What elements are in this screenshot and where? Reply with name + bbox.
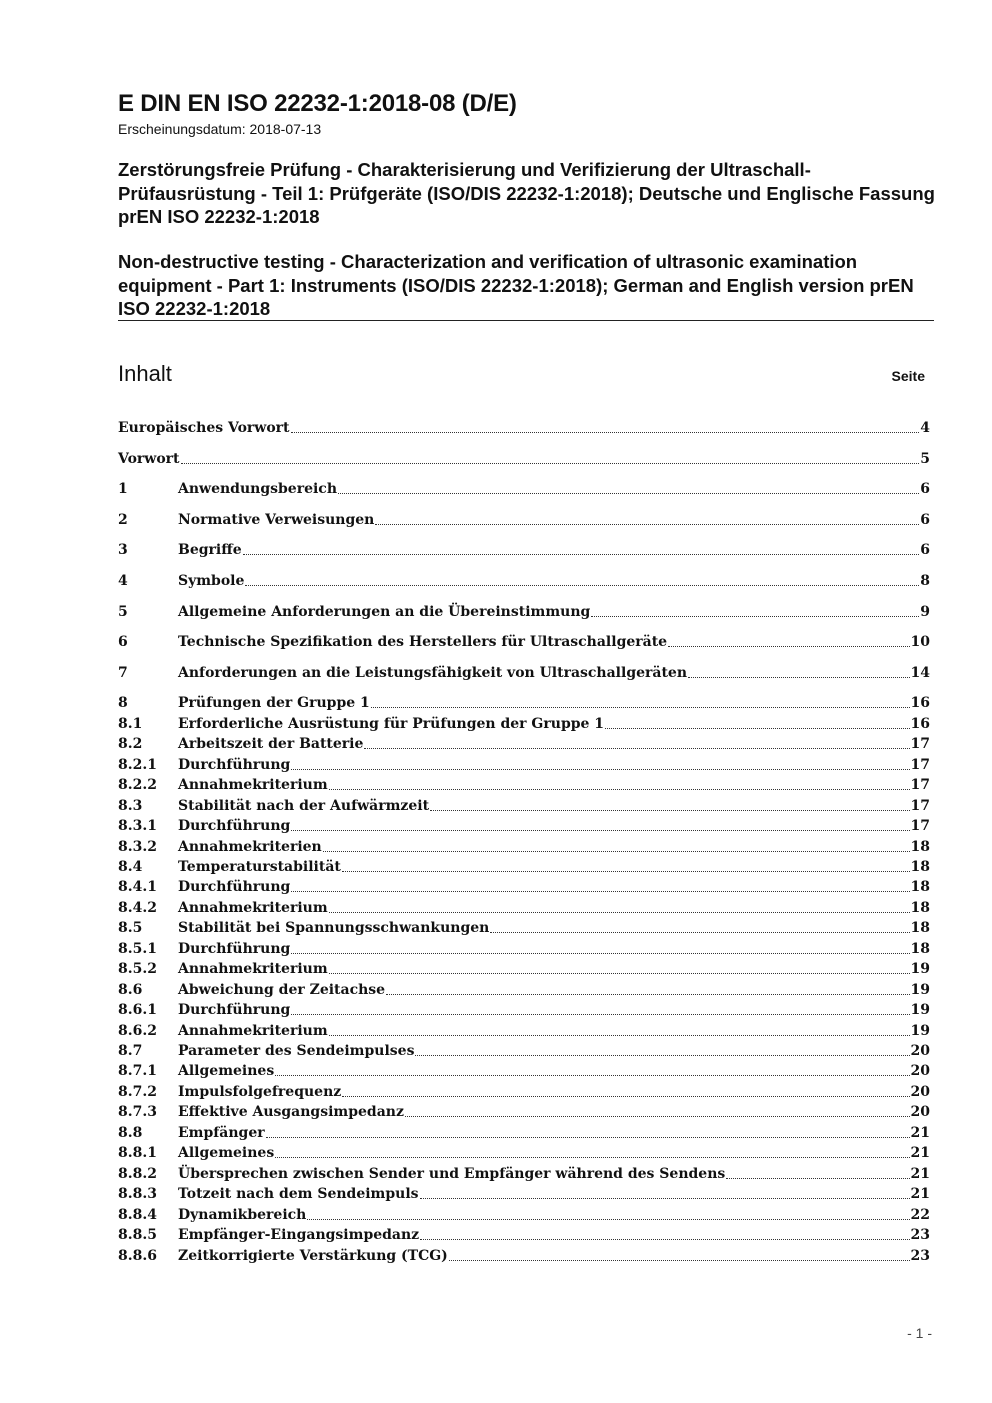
toc-entry-title: Allgemeines [178,1063,275,1080]
toc-entry[interactable] [118,754,930,774]
toc-entry-number: 8.2.1 [118,756,157,773]
toc-entry[interactable] [118,979,930,999]
toc-entry-title: Begriffe [178,542,242,559]
toc-leader-dots [291,953,909,954]
toc-leader-dots [329,973,910,974]
toc-entry-page: 17 [910,736,930,753]
toc-entry-page: 14 [910,664,930,681]
toc-entry[interactable] [118,448,930,468]
toc-entry[interactable] [118,631,930,651]
toc-entry[interactable] [118,856,930,876]
toc-leader-dots [329,912,910,913]
toc-entry-page: 21 [910,1186,930,1203]
toc-entry[interactable] [118,876,930,896]
toc-entry[interactable] [118,1060,930,1080]
toc-entry-page: 8 [920,573,930,589]
toc-entry[interactable] [118,1101,930,1121]
toc-entry-number: 8.7 [118,1043,143,1059]
toc-entry-page: 4 [920,420,930,436]
toc-leader-dots [605,728,909,729]
toc-entry-title: Stabilität nach der Aufwärmzeit [178,797,430,814]
toc-leader-dots [266,1137,910,1138]
toc-entry-page: 23 [910,1227,930,1244]
toc-leader-dots [375,524,919,525]
toc-entry-page: 18 [910,920,930,937]
toc-entry-title: Dynamikbereich [178,1206,307,1223]
toc-leader-dots [371,707,910,708]
toc-entry-number: 8.8.1 [118,1145,157,1162]
toc-entry-number: 1 [118,481,128,498]
toc-entry[interactable] [118,1142,930,1162]
toc-entry-page: 17 [910,818,930,835]
toc-entry-number: 8.1 [118,715,143,732]
toc-leader-dots [342,1096,909,1097]
toc-heading: Inhalt [118,361,172,386]
toc-entry-title: Annahmekriterium [178,777,328,794]
toc-entry-number: 8.5 [118,920,143,937]
toc-entry-number: 8.2.2 [118,777,157,794]
toc-leader-dots [420,1239,909,1240]
toc-entry[interactable] [118,1040,930,1060]
toc-entry[interactable] [118,958,930,978]
toc-entry-number: 8.8.3 [118,1186,157,1203]
toc-entry-page: 10 [910,634,930,651]
toc-entry-page: 20 [910,1043,930,1059]
toc-entry-title: Arbeitszeit der Batterie [178,736,364,753]
toc-entry-title: Temperaturstabilität [178,858,341,875]
toc-entry[interactable] [118,733,930,753]
toc-leader-dots [726,1178,909,1179]
toc-entry-page: 18 [910,838,930,855]
toc-entry-title: Allgemeines [178,1145,275,1162]
toc-entry-number: 8.4.1 [118,879,157,896]
toc-entry-number: 8.8.4 [118,1206,157,1223]
toc-entry-number: 8.4.2 [118,899,157,916]
toc-entry-title: Annahmekriterien [178,838,322,855]
toc-entry-page: 21 [910,1165,930,1182]
toc-page-label: Seite [891,368,925,384]
toc-entry-number: 8.7.3 [118,1104,157,1121]
title-english: Non-destructive testing - Characterization and verification of ultrasonic examination equipment - Part 1: Instruments (ISO/DIS 22232-1:2018); German and English version prEN ISO 22232-1:2018 [118,251,914,319]
toc-entry[interactable] [118,478,930,498]
toc-entry-number: 8 [118,695,128,712]
toc-leader-dots [420,1198,910,1199]
toc-leader-dots [338,493,919,494]
toc-leader-dots [449,1260,910,1261]
toc-entry[interactable] [118,897,930,917]
toc-leader-dots [275,1075,909,1076]
toc-entry[interactable] [118,417,930,437]
toc-entry[interactable] [118,1183,930,1203]
toc-entry-page: 17 [910,797,930,814]
toc-leader-dots [329,1035,910,1036]
toc-entry-title: Vorwort [118,450,180,467]
toc-entry-number: 5 [118,603,128,620]
toc-entry-title: Durchführung [178,879,291,896]
toc-entry-page: 20 [910,1083,930,1100]
toc-entry-title: Europäisches Vorwort [118,420,290,436]
toc-leader-dots [291,1014,909,1015]
toc-entry-title: Erforderliche Ausrüstung für Prüfungen der Gruppe 1 [178,715,605,732]
toc-entry-title: Anforderungen an die Leistungsfähigkeit von Ultraschallgeräten [178,664,688,681]
toc-entry-page: 9 [920,603,930,620]
toc-entry-number: 8.8 [118,1124,143,1141]
toc-entry-number: 8.8.5 [118,1227,157,1244]
toc-entry-page: 17 [910,756,930,773]
toc-entry-number: 8.3 [118,797,143,814]
toc-entry-page: 18 [910,940,930,957]
toc-entry-page: 20 [910,1063,930,1080]
toc-leader-dots [405,1116,910,1117]
toc-leader-dots [490,932,909,933]
toc-entry-page: 16 [910,715,930,732]
toc-entry-number: 3 [118,542,128,559]
toc-entry[interactable] [118,509,930,529]
toc-leader-dots [291,432,920,433]
toc-leader-dots [245,585,919,586]
toc-entry[interactable] [118,774,930,794]
toc-leader-dots [329,789,910,790]
toc-entry-title: Durchführung [178,818,291,835]
toc-leader-dots [291,830,909,831]
toc-entry-page: 23 [910,1247,930,1264]
toc-entry-page: 17 [910,777,930,794]
toc-entry-title: Anwendungsbereich [178,481,337,498]
toc-leader-dots [430,810,909,811]
title-divider [118,320,934,321]
toc-leader-dots [307,1219,909,1220]
toc-entry-title: Annahmekriterium [178,1022,328,1039]
toc-entry[interactable] [118,938,930,958]
toc-entry-page: 19 [910,981,930,998]
toc-entry-title: Normative Verweisungen [178,511,375,528]
toc-leader-dots [291,891,909,892]
toc-entry-page: 20 [910,1104,930,1121]
toc-entry-title: Durchführung [178,756,291,773]
toc-entry-number: 8.5.1 [118,940,157,957]
toc-entry-page: 18 [910,899,930,916]
toc-entry-title: Technische Spezifikation des Herstellers für Ultraschallgeräte [178,634,668,651]
toc-entry-title: Zeitkorrigierte Verstärkung (TCG) [178,1247,448,1264]
toc-entry[interactable] [118,570,930,590]
toc-entry-number: 8.7.1 [118,1063,157,1080]
toc-entry-title: Abweichung der Zeitachse [178,981,386,998]
toc-entry-page: 21 [910,1145,930,1162]
toc-entry-title: Totzeit nach dem Sendeimpuls [178,1186,419,1203]
toc-entry-title: Empfänger [178,1124,265,1141]
toc-entry-title: Prüfungen der Gruppe 1 [178,695,370,712]
title-german: Zerstörungsfreie Prüfung - Charakterisierung und Verifizierung der Ultraschall-Prüfausrüstung - Teil 1: Prüfgeräte (ISO/DIS 22232-1:2018); Deutsche und Englische Fassung prEN ISO 22232-1:2018 [118,159,935,227]
toc-entry[interactable] [118,815,930,835]
toc-entry[interactable] [118,1204,930,1224]
toc-entry-page: 16 [910,695,930,712]
toc-entry-number: 8.8.2 [118,1165,157,1182]
toc-entry-title: Allgemeine Anforderungen an die Übereinstimmung [178,603,591,620]
toc-leader-dots [275,1157,909,1158]
toc-entry-page: 6 [920,542,930,559]
toc-entry-page: 19 [910,1002,930,1019]
toc-entry[interactable] [118,539,930,559]
toc-entry[interactable] [118,917,930,937]
toc-entry-title: Impulsfolgefrequenz [178,1083,342,1100]
toc-entry[interactable] [118,1245,930,1265]
toc-entry-number: 8.3.2 [118,838,157,855]
toc-entry-number: 8.4 [118,858,143,875]
toc-entry-title: Effektive Ausgangsimpedanz [178,1104,404,1121]
toc-entry-page: 18 [910,858,930,875]
toc-entry[interactable] [118,662,930,682]
toc-leader-dots [323,851,910,852]
toc-entry-number: 8.5.2 [118,961,157,978]
toc-entry-number: 8.3.1 [118,818,157,835]
toc-entry-number: 7 [118,664,128,681]
toc-entry-number: 8.2 [118,736,143,753]
toc-entry-number: 8.6.1 [118,1002,157,1019]
toc-entry-number: 8.8.6 [118,1247,157,1264]
toc-entry[interactable] [118,1020,930,1040]
toc-entry[interactable] [118,692,930,712]
toc-entry-title: Symbole [178,573,245,589]
toc-leader-dots [386,994,909,995]
toc-entry-title: Parameter des Sendeimpulses [178,1043,415,1059]
toc-leader-dots [415,1055,909,1056]
toc-entry-number: 6 [118,634,128,651]
toc-entry-title: Durchführung [178,1002,291,1019]
toc-entry[interactable] [118,601,930,621]
toc-leader-dots [668,646,909,647]
toc-entry[interactable] [118,836,930,856]
toc-leader-dots [181,463,920,464]
toc-leader-dots [243,554,920,555]
toc-entry-page: 6 [920,481,930,498]
toc-entry-title: Übersprechen zwischen Sender und Empfänger während des Sendens [178,1165,726,1182]
toc-entry[interactable] [118,1122,930,1142]
toc-entry-page: 21 [910,1124,930,1141]
toc-leader-dots [364,748,909,749]
toc-leader-dots [291,769,909,770]
toc-entry-page: 6 [920,511,930,528]
toc-entry-number: 8.6 [118,981,143,998]
toc-entry[interactable] [118,713,930,733]
toc-entry-title: Annahmekriterium [178,961,328,978]
toc-entry[interactable] [118,1081,930,1101]
toc-entry-title: Annahmekriterium [178,899,328,916]
toc-entry-number: 4 [118,573,128,589]
document-id: E DIN EN ISO 22232-1:2018-08 (D/E) [118,90,517,117]
toc-entry-number: 2 [118,511,128,528]
publication-date: Erscheinungsdatum: 2018-07-13 [118,121,322,137]
toc-leader-dots [591,616,919,617]
toc-entry-page: 19 [910,1022,930,1039]
toc-entry[interactable] [118,1224,930,1244]
toc-entry-page: 18 [910,879,930,896]
toc-entry[interactable] [118,999,930,1019]
toc-entry-number: 8.6.2 [118,1022,157,1039]
toc-entry-page: 5 [920,450,930,467]
toc-entry[interactable] [118,795,930,815]
toc-leader-dots [688,677,909,678]
toc-entry-title: Empfänger-Eingangsimpedanz [178,1227,420,1244]
toc-entry-page: 19 [910,961,930,978]
toc-entry-number: 8.7.2 [118,1083,157,1100]
toc-entry-page: 22 [910,1206,930,1223]
toc-leader-dots [342,871,910,872]
page-number: - 1 - [907,1325,932,1341]
toc-entry[interactable] [118,1163,930,1183]
toc-entry-title: Stabilität bei Spannungsschwankungen [178,920,490,937]
toc-entry-title: Durchführung [178,940,291,957]
